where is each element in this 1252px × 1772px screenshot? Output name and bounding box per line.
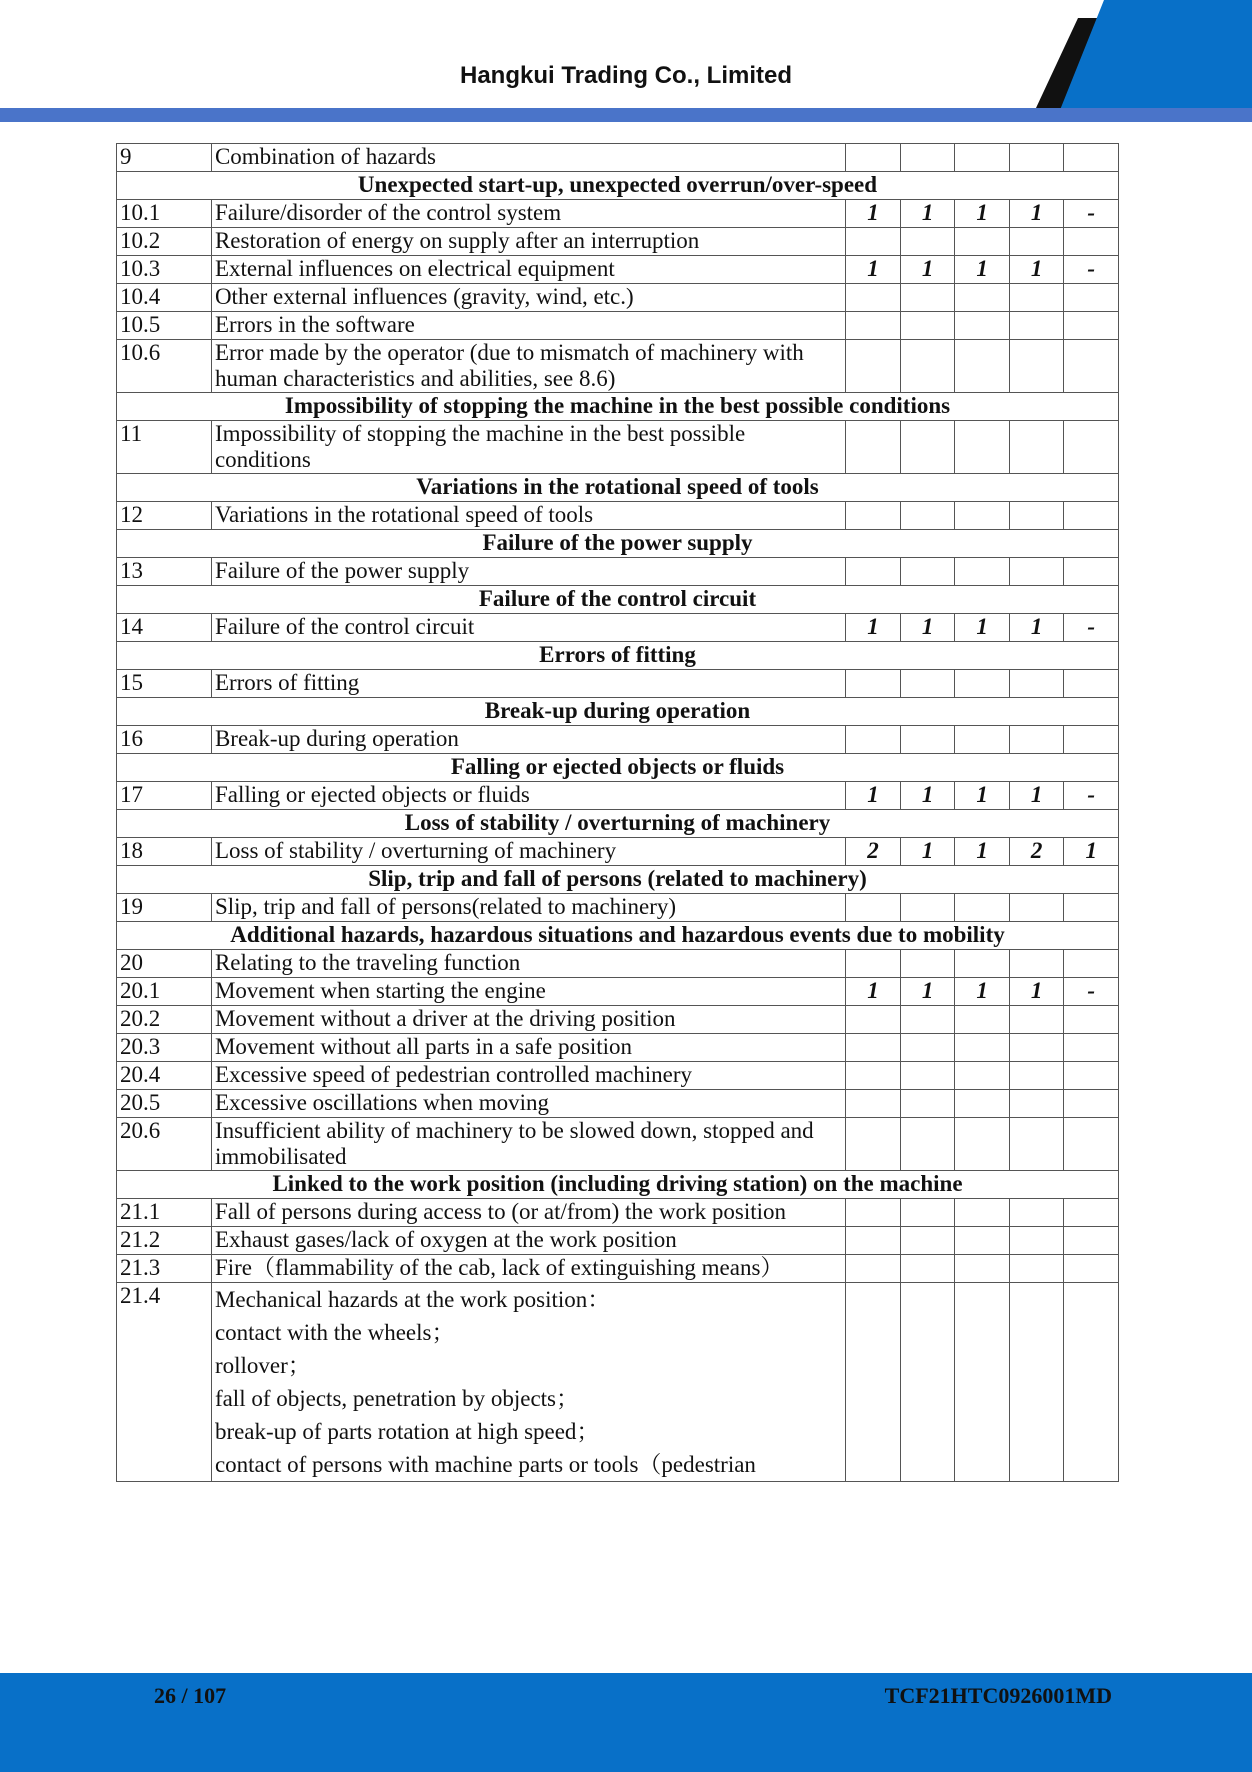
item-number: 20.5 <box>117 1090 212 1118</box>
risk-rating-cell <box>900 502 955 530</box>
risk-rating-cell: 1 <box>1009 614 1064 642</box>
risk-rating-cell <box>846 1255 901 1283</box>
table-row <box>117 1255 1119 1283</box>
item-number: 19 <box>117 894 212 922</box>
table-row <box>117 200 1119 228</box>
risk-rating-cell <box>846 284 901 312</box>
item-number: 10.2 <box>117 228 212 256</box>
risk-rating-cell <box>846 1227 901 1255</box>
section-title: Slip, trip and fall of persons (related to machinery) <box>117 866 1119 894</box>
risk-rating-cell <box>846 726 901 754</box>
risk-rating-cell <box>1064 1199 1119 1227</box>
table-row <box>117 421 1119 474</box>
hazard-description: Excessive speed of pedestrian controlled machinery <box>211 1062 845 1090</box>
risk-rating-cell <box>900 284 955 312</box>
risk-rating-cell <box>900 1227 955 1255</box>
table-row <box>117 782 1119 810</box>
risk-rating-cell <box>1009 1255 1064 1283</box>
risk-rating-cell <box>1064 1006 1119 1034</box>
table-row <box>117 1034 1119 1062</box>
section-title: Break-up during operation <box>117 698 1119 726</box>
section-row <box>117 393 1119 421</box>
risk-rating-cell <box>846 144 901 172</box>
risk-rating-cell <box>900 726 955 754</box>
risk-rating-cell <box>1064 1255 1119 1283</box>
risk-rating-cell <box>1009 670 1064 698</box>
risk-rating-cell: 1 <box>900 256 955 284</box>
risk-rating-cell <box>846 502 901 530</box>
table-row <box>117 726 1119 754</box>
risk-rating-cell <box>1064 1034 1119 1062</box>
risk-rating-cell <box>1009 144 1064 172</box>
risk-rating-cell <box>1009 1062 1064 1090</box>
risk-rating-cell <box>1064 421 1119 474</box>
risk-rating-cell <box>1064 284 1119 312</box>
risk-rating-cell <box>846 670 901 698</box>
section-row <box>117 586 1119 614</box>
risk-rating-cell <box>846 1118 901 1171</box>
risk-rating-cell: 1 <box>1009 200 1064 228</box>
risk-rating-cell <box>955 894 1010 922</box>
table-row <box>117 340 1119 393</box>
hazard-description: Impossibility of stopping the machine in the best possible conditions <box>211 421 845 474</box>
section-title: Failure of the power supply <box>117 530 1119 558</box>
risk-rating-cell: 1 <box>846 978 901 1006</box>
risk-rating-cell <box>900 950 955 978</box>
risk-rating-cell <box>900 1090 955 1118</box>
risk-rating-cell <box>900 1118 955 1171</box>
section-title: Variations in the rotational speed of tools <box>117 474 1119 502</box>
risk-rating-cell <box>900 894 955 922</box>
risk-rating-cell <box>900 1034 955 1062</box>
hazard-description: Combination of hazards <box>211 144 845 172</box>
risk-rating-cell: 1 <box>900 978 955 1006</box>
hazard-description: Failure of the control circuit <box>211 614 845 642</box>
hazard-description <box>211 1283 845 1482</box>
risk-rating-cell <box>1009 1090 1064 1118</box>
section-title: Additional hazards, hazardous situations and hazardous events due to mobility <box>117 922 1119 950</box>
risk-rating-cell <box>955 1118 1010 1171</box>
risk-rating-cell <box>846 894 901 922</box>
risk-rating-cell <box>955 1283 1010 1482</box>
hazard-description: Restoration of energy on supply after an interruption <box>211 228 845 256</box>
description-line: fall of objects, penetration by objects； <box>214 1386 579 1411</box>
risk-rating-cell <box>900 228 955 256</box>
risk-rating-cell <box>955 670 1010 698</box>
risk-rating-cell <box>900 1255 955 1283</box>
table-row <box>117 284 1119 312</box>
hazard-description: External influences on electrical equipment <box>211 256 845 284</box>
description-line: break-up of parts rotation at high speed； <box>214 1419 600 1444</box>
risk-rating-cell <box>955 340 1010 393</box>
table-row <box>117 670 1119 698</box>
risk-rating-cell <box>846 340 901 393</box>
risk-rating-cell <box>1009 340 1064 393</box>
risk-rating-cell <box>1064 502 1119 530</box>
risk-rating-cell <box>1009 228 1064 256</box>
risk-rating-cell <box>900 1199 955 1227</box>
description-line: contact with the wheels； <box>214 1320 455 1345</box>
item-number: 21.3 <box>117 1255 212 1283</box>
hazard-description: Fall of persons during access to (or at/from) the work position <box>211 1199 845 1227</box>
risk-rating-cell <box>846 950 901 978</box>
section-title: Errors of fitting <box>117 642 1119 670</box>
table-row <box>117 144 1119 172</box>
risk-rating-cell <box>1009 421 1064 474</box>
hazard-description: Relating to the traveling function <box>211 950 845 978</box>
risk-rating-cell <box>955 1034 1010 1062</box>
item-number: 20.4 <box>117 1062 212 1090</box>
item-number: 20.1 <box>117 978 212 1006</box>
item-number: 13 <box>117 558 212 586</box>
item-number: 21.2 <box>117 1227 212 1255</box>
risk-rating-cell <box>955 950 1010 978</box>
table-row <box>117 228 1119 256</box>
risk-rating-cell: - <box>1064 978 1119 1006</box>
risk-rating-cell <box>1064 1283 1119 1482</box>
risk-rating-cell: 1 <box>955 838 1010 866</box>
risk-rating-cell <box>1064 144 1119 172</box>
risk-rating-cell: - <box>1064 256 1119 284</box>
risk-rating-cell <box>1009 502 1064 530</box>
risk-rating-cell <box>1064 950 1119 978</box>
risk-rating-cell <box>1064 670 1119 698</box>
risk-rating-cell <box>1009 726 1064 754</box>
risk-rating-cell <box>1009 894 1064 922</box>
section-row <box>117 474 1119 502</box>
description-line: contact of persons with machine parts or tools（pedestrian <box>214 1452 756 1477</box>
section-title: Impossibility of stopping the machine in the best possible conditions <box>117 393 1119 421</box>
risk-rating-cell: 1 <box>846 614 901 642</box>
company-name: Hangkui Trading Co., Limited <box>459 62 792 89</box>
table-row <box>117 256 1119 284</box>
risk-rating-cell <box>1064 228 1119 256</box>
description-line: rollover； <box>214 1353 311 1378</box>
item-number: 16 <box>117 726 212 754</box>
risk-rating-cell <box>955 284 1010 312</box>
section-title: Falling or ejected objects or fluids <box>117 754 1119 782</box>
risk-rating-cell: 1 <box>1009 782 1064 810</box>
risk-rating-cell <box>1009 1118 1064 1171</box>
item-number: 11 <box>117 421 212 474</box>
risk-rating-cell: 1 <box>900 614 955 642</box>
hazard-description: Exhaust gases/lack of oxygen at the work position <box>211 1227 845 1255</box>
hazard-description: Break-up during operation <box>211 726 845 754</box>
risk-rating-cell <box>846 1199 901 1227</box>
risk-rating-cell: - <box>1064 200 1119 228</box>
risk-rating-cell <box>1064 1118 1119 1171</box>
risk-rating-cell <box>955 228 1010 256</box>
risk-rating-cell <box>1064 726 1119 754</box>
hazard-description: Slip, trip and fall of persons(related to machinery) <box>211 894 845 922</box>
risk-rating-cell: 1 <box>846 782 901 810</box>
risk-rating-cell <box>900 1006 955 1034</box>
table-row <box>117 1118 1119 1171</box>
risk-rating-cell <box>846 1283 901 1482</box>
risk-rating-cell <box>955 1255 1010 1283</box>
risk-rating-cell <box>1009 1006 1064 1034</box>
risk-rating-cell <box>955 558 1010 586</box>
hazard-description: Error made by the operator (due to mismatch of machinery with human characteristics and abilities, see 8.6) <box>211 340 845 393</box>
risk-rating-cell <box>1009 1034 1064 1062</box>
risk-rating-cell: 1 <box>1064 838 1119 866</box>
risk-rating-cell <box>900 340 955 393</box>
risk-rating-cell: - <box>1064 782 1119 810</box>
item-number: 17 <box>117 782 212 810</box>
item-number: 14 <box>117 614 212 642</box>
risk-rating-cell <box>1064 1227 1119 1255</box>
risk-rating-cell <box>1009 1199 1064 1227</box>
risk-rating-cell: 1 <box>900 838 955 866</box>
risk-rating-cell <box>1064 340 1119 393</box>
hazard-description: Fire（flammability of the cab, lack of extinguishing means） <box>211 1255 845 1283</box>
risk-rating-cell: - <box>1064 614 1119 642</box>
document-code: TCF21HTC0926001MD <box>884 1683 1112 1708</box>
table-row <box>117 1006 1119 1034</box>
risk-rating-cell: 1 <box>955 200 1010 228</box>
item-number: 18 <box>117 838 212 866</box>
risk-rating-cell <box>1064 1090 1119 1118</box>
risk-rating-cell <box>1009 950 1064 978</box>
risk-rating-cell: 1 <box>1009 978 1064 1006</box>
item-number: 12 <box>117 502 212 530</box>
table-row <box>117 838 1119 866</box>
risk-rating-cell <box>846 1006 901 1034</box>
section-title: Failure of the control circuit <box>117 586 1119 614</box>
table-row <box>117 950 1119 978</box>
risk-rating-cell <box>846 558 901 586</box>
risk-rating-cell <box>1064 312 1119 340</box>
item-number: 9 <box>117 144 212 172</box>
table-row <box>117 1283 1119 1482</box>
risk-rating-cell <box>900 421 955 474</box>
risk-rating-cell: 1 <box>846 256 901 284</box>
item-number: 20.6 <box>117 1118 212 1171</box>
risk-rating-cell: 1 <box>900 782 955 810</box>
hazard-description: Variations in the rotational speed of tools <box>211 502 845 530</box>
section-row <box>117 530 1119 558</box>
item-number: 21.4 <box>117 1283 212 1482</box>
risk-rating-cell <box>1009 1227 1064 1255</box>
section-row <box>117 1171 1119 1199</box>
hazard-description: Errors of fitting <box>211 670 845 698</box>
hazard-description: Excessive oscillations when moving <box>211 1090 845 1118</box>
risk-rating-cell <box>900 1062 955 1090</box>
hazard-description: Movement when starting the engine <box>211 978 845 1006</box>
hazard-description: Other external influences (gravity, wind, etc.) <box>211 284 845 312</box>
risk-rating-cell <box>1009 284 1064 312</box>
risk-rating-cell <box>1009 1283 1064 1482</box>
header-bar <box>0 108 1252 122</box>
section-title: Unexpected start-up, unexpected overrun/over-speed <box>117 172 1119 200</box>
risk-rating-cell <box>955 312 1010 340</box>
hazard-description: Movement without a driver at the driving position <box>211 1006 845 1034</box>
risk-rating-cell <box>955 144 1010 172</box>
hazard-description: Insufficient ability of machinery to be slowed down, stopped and immobilisated <box>211 1118 845 1171</box>
item-number: 20.2 <box>117 1006 212 1034</box>
table-row <box>117 1199 1119 1227</box>
section-row <box>117 922 1119 950</box>
table-row <box>117 1062 1119 1090</box>
risk-rating-cell: 2 <box>846 838 901 866</box>
section-title: Loss of stability / overturning of machinery <box>117 810 1119 838</box>
risk-rating-cell <box>1064 558 1119 586</box>
item-number: 21.1 <box>117 1199 212 1227</box>
hazard-table <box>116 143 1119 1482</box>
risk-rating-cell <box>900 312 955 340</box>
risk-rating-cell <box>1064 894 1119 922</box>
section-title: Linked to the work position (including driving station) on the machine <box>117 1171 1119 1199</box>
table-row <box>117 558 1119 586</box>
table-row <box>117 894 1119 922</box>
risk-rating-cell <box>846 1090 901 1118</box>
item-number: 10.6 <box>117 340 212 393</box>
risk-rating-cell <box>846 228 901 256</box>
header-corner-graphic <box>952 0 1252 120</box>
section-row <box>117 642 1119 670</box>
risk-rating-cell <box>955 1062 1010 1090</box>
table-row <box>117 978 1119 1006</box>
risk-rating-cell <box>846 421 901 474</box>
risk-rating-cell: 1 <box>900 200 955 228</box>
item-number: 10.1 <box>117 200 212 228</box>
risk-rating-cell <box>955 726 1010 754</box>
risk-rating-cell <box>955 1227 1010 1255</box>
hazard-description: Failure/disorder of the control system <box>211 200 845 228</box>
risk-rating-cell: 2 <box>1009 838 1064 866</box>
risk-rating-cell <box>955 1090 1010 1118</box>
risk-rating-cell <box>846 1034 901 1062</box>
risk-rating-cell <box>1064 1062 1119 1090</box>
risk-rating-cell <box>1009 558 1064 586</box>
risk-rating-cell <box>846 1062 901 1090</box>
table-row <box>117 1090 1119 1118</box>
hazard-description: Falling or ejected objects or fluids <box>211 782 845 810</box>
hazard-description: Movement without all parts in a safe position <box>211 1034 845 1062</box>
risk-rating-cell <box>955 1199 1010 1227</box>
risk-rating-cell <box>900 144 955 172</box>
hazard-description: Failure of the power supply <box>211 558 845 586</box>
risk-rating-cell: 1 <box>955 782 1010 810</box>
item-number: 10.5 <box>117 312 212 340</box>
risk-rating-cell: 1 <box>955 614 1010 642</box>
risk-rating-cell <box>955 502 1010 530</box>
risk-rating-cell: 1 <box>1009 256 1064 284</box>
section-row <box>117 810 1119 838</box>
risk-rating-cell <box>1009 312 1064 340</box>
section-row <box>117 698 1119 726</box>
section-row <box>117 172 1119 200</box>
item-number: 10.3 <box>117 256 212 284</box>
hazard-description: Errors in the software <box>211 312 845 340</box>
risk-rating-cell: 1 <box>955 256 1010 284</box>
risk-rating-cell <box>900 670 955 698</box>
table-row <box>117 1227 1119 1255</box>
description-line: Mechanical hazards at the work position： <box>214 1287 611 1312</box>
table-row <box>117 502 1119 530</box>
item-number: 20.3 <box>117 1034 212 1062</box>
risk-rating-cell: 1 <box>846 200 901 228</box>
section-row <box>117 754 1119 782</box>
risk-rating-cell <box>846 312 901 340</box>
risk-rating-cell <box>900 1283 955 1482</box>
risk-rating-cell <box>955 1006 1010 1034</box>
risk-rating-cell: 1 <box>955 978 1010 1006</box>
table-row <box>117 312 1119 340</box>
item-number: 10.4 <box>117 284 212 312</box>
risk-rating-cell <box>955 421 1010 474</box>
section-row <box>117 866 1119 894</box>
table-row <box>117 614 1119 642</box>
item-number: 15 <box>117 670 212 698</box>
hazard-description: Loss of stability / overturning of machinery <box>211 838 845 866</box>
risk-rating-cell <box>900 558 955 586</box>
item-number: 20 <box>117 950 212 978</box>
page-number: 26 / 107 <box>154 1683 227 1708</box>
